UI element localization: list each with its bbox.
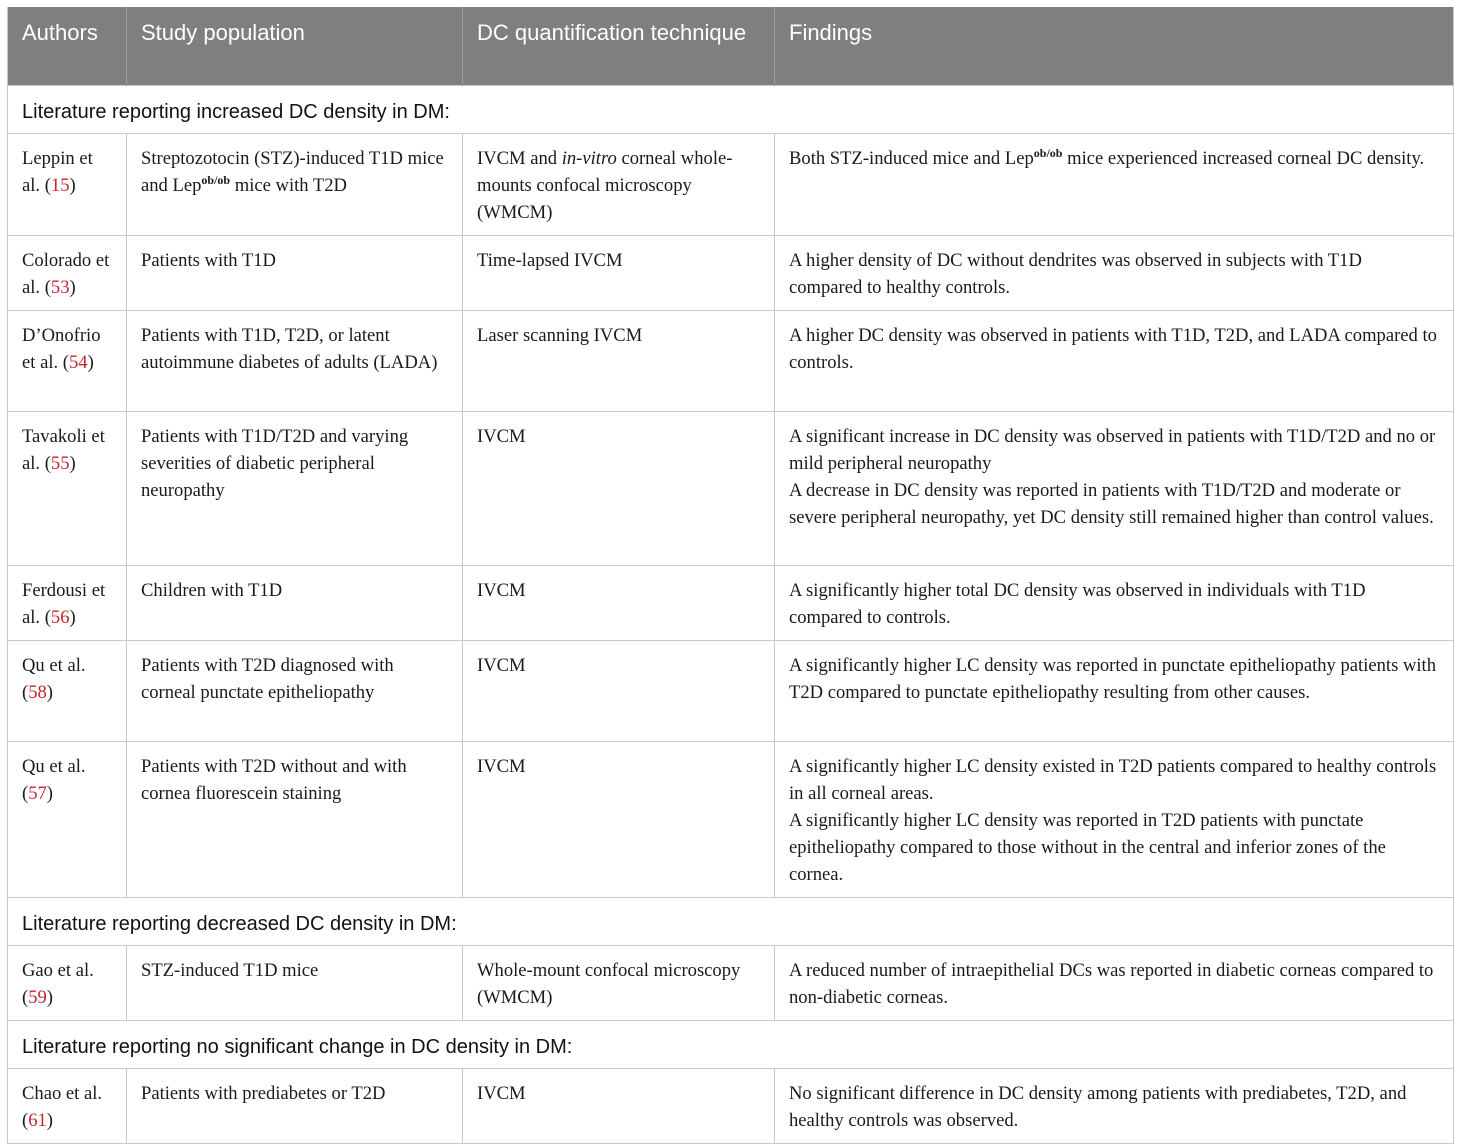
cell-findings: No significant difference in DC density among patients with prediabetes, T2D, and healthy controls was observed. (775, 1068, 1454, 1143)
table-row (8, 1068, 1454, 1143)
header-authors: Authors (8, 7, 127, 85)
cell-findings: A reduced number of intraepithelial DCs was reported in diabetic corneas compared to non-diabetic corneas. (775, 945, 1454, 1020)
table-row (8, 640, 1454, 741)
section-row-increased (8, 85, 1454, 133)
cell-author: D’Onofrio et al. (54) (8, 310, 127, 411)
section-row-no-change (8, 1020, 1454, 1068)
reference-link[interactable]: 56 (50, 606, 70, 628)
table-row (8, 411, 1454, 565)
table-row (8, 565, 1454, 640)
cell-author: Chao et al. (61) (8, 1068, 127, 1143)
cell-technique: Laser scanning IVCM (463, 310, 775, 411)
table-row (8, 945, 1454, 1020)
table-row (8, 133, 1454, 235)
cell-author: Tavakoli et al. (55) (8, 411, 127, 565)
cell-author: Ferdousi et al. (56) (8, 565, 127, 640)
section-label: Literature reporting decreased DC density in DM: (8, 897, 1454, 945)
reference-link[interactable]: 59 (28, 986, 47, 1008)
reference-link[interactable]: 53 (50, 276, 70, 298)
cell-technique: IVCM and in-vitro corneal whole-mounts confocal microscopy (WMCM) (463, 133, 775, 235)
cell-population: Patients with T2D without and with cornea fluorescein staining (127, 741, 463, 897)
cell-findings: A significant increase in DC density was observed in patients with T1D/T2D and no or mild peripheral neuropathy A decrease in DC density was reported in patients with T1D/T2D and moderate or severe peripheral neuropathy, yet DC density still remained higher than control values. (775, 411, 1454, 565)
cell-technique: IVCM (463, 411, 775, 565)
header-technique: DC quantification technique (463, 7, 775, 85)
table-row (8, 310, 1454, 411)
cell-findings: A higher density of DC without dendrites was observed in subjects with T1D compared to healthy controls. (775, 235, 1454, 310)
cell-population: Streptozotocin (STZ)-induced T1D mice and Lep$^{ob/ob}$ mice with T2D (127, 133, 463, 235)
table-row (8, 741, 1454, 897)
cell-author: Gao et al. (59) (8, 945, 127, 1020)
cell-author: Qu et al. (57) (8, 741, 127, 897)
section-row-decreased (8, 897, 1454, 945)
section-label: Literature reporting increased DC density in DM: (8, 85, 1454, 133)
cell-author: Qu et al. (58) (8, 640, 127, 741)
cell-technique: IVCM (463, 1068, 775, 1143)
cell-population: Patients with T1D (127, 235, 463, 310)
cell-author: Colorado et al. (53) (8, 235, 127, 310)
reference-link[interactable]: 58 (28, 681, 47, 703)
cell-population: Patients with T1D/T2D and varying severities of diabetic peripheral neuropathy (127, 411, 463, 565)
cell-findings: A higher DC density was observed in patients with T1D, T2D, and LADA compared to controls. (775, 310, 1454, 411)
cell-author: Leppin et al. (15) (8, 133, 127, 235)
cell-technique: IVCM (463, 565, 775, 640)
cell-population: Children with T1D (127, 565, 463, 640)
cell-population: Patients with T1D, T2D, or latent autoimmune diabetes of adults (LADA) (127, 310, 463, 411)
table-row (8, 235, 1454, 310)
cell-findings: A significantly higher LC density existed in T2D patients compared to healthy controls in all corneal areas. A significantly higher LC density was reported in T2D patients with punctate epitheliopathy compared to those without in the central and inferior zones of the cornea. (775, 741, 1454, 897)
cell-findings: A significantly higher total DC density was observed in individuals with T1D compared to controls. (775, 565, 1454, 640)
reference-link[interactable]: 57 (28, 782, 47, 804)
section-label: Literature reporting no significant change in DC density in DM: (8, 1020, 1454, 1068)
reference-link[interactable]: 15 (50, 174, 70, 196)
cell-findings: A significantly higher LC density was reported in punctate epitheliopathy patients with T2D compared to punctate epitheliopathy resulting from other causes. (775, 640, 1454, 741)
cell-population: Patients with prediabetes or T2D (127, 1068, 463, 1143)
cell-findings: Both STZ-induced mice and Lep$^{ob/ob}$ mice experienced increased corneal DC density. (775, 133, 1454, 235)
header-findings: Findings (775, 7, 1454, 85)
cell-technique: IVCM (463, 640, 775, 741)
cell-population: Patients with T2D diagnosed with corneal punctate epitheliopathy (127, 640, 463, 741)
cell-population: STZ-induced T1D mice (127, 945, 463, 1020)
reference-link[interactable]: 55 (50, 452, 70, 474)
cell-technique: Time-lapsed IVCM (463, 235, 775, 310)
header-row (8, 7, 1454, 85)
reference-link[interactable]: 54 (68, 351, 88, 373)
literature-table (7, 7, 1454, 1144)
cell-technique: Whole-mount confocal microscopy (WMCM) (463, 945, 775, 1020)
header-population: Study population (127, 7, 463, 85)
reference-link[interactable]: 61 (28, 1109, 47, 1131)
cell-technique: IVCM (463, 741, 775, 897)
